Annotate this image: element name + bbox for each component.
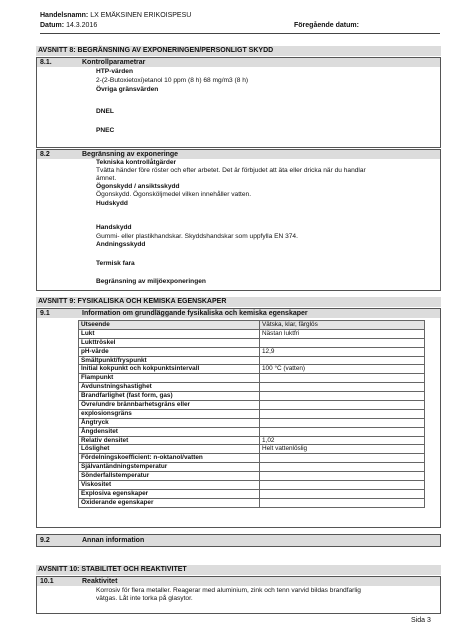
table-row	[79, 472, 425, 481]
property-value	[260, 498, 425, 507]
property-value	[260, 418, 425, 427]
pnec-label: PNEC	[96, 127, 115, 134]
section-10-1-title: Reaktivitet	[82, 578, 118, 585]
previous-date-line	[294, 22, 359, 29]
table-row	[79, 383, 425, 392]
page-number: Sida 3	[411, 617, 431, 624]
property-value	[260, 454, 425, 463]
trade-name-label: Handelsnamn:	[40, 12, 89, 19]
property-value: 1,02	[260, 436, 425, 445]
table-row	[79, 365, 425, 374]
property-value: Vätska, klar, färglös	[260, 321, 425, 330]
section-9-1-num: 9.1	[40, 310, 50, 317]
previous-date-label: Föregående datum:	[294, 22, 359, 29]
other-limits-label: Övriga gränsvärden	[96, 86, 159, 93]
property-name: Övre/undre brännbarhetsgräns eller	[79, 401, 260, 410]
property-value	[260, 374, 425, 383]
environmental-exposure-label: Begränsning av miljöexponeringen	[96, 278, 206, 285]
property-name: pH-värde	[79, 347, 260, 356]
table-row	[79, 409, 425, 418]
property-name: Avdunstningshastighet	[79, 383, 260, 392]
table-row	[79, 392, 425, 401]
hand-protection-label: Handskydd	[96, 224, 132, 231]
table-row	[79, 401, 425, 410]
property-value	[260, 481, 425, 490]
htp-value: 2-(2-Butoxietoxi)etanol 10 ppm (8 h) 68 mg/m3 (8 h)	[96, 77, 249, 84]
properties-table	[78, 320, 425, 508]
property-name: Lukt	[79, 329, 260, 338]
property-name: Relativ densitet	[79, 436, 260, 445]
section-8-1-num: 8.1.	[40, 59, 52, 66]
tech-controls-label: Tekniska kontrollåtgärder	[96, 159, 177, 166]
property-value	[260, 427, 425, 436]
table-row	[79, 463, 425, 472]
eye-protection-text: Ögonskydd. Ögonsköljmedel vilken innehåller vatten.	[96, 191, 252, 198]
dnel-label: DNEL	[96, 108, 114, 115]
property-value	[260, 489, 425, 498]
table-row	[79, 418, 425, 427]
date-value: 14.3.2016	[66, 22, 98, 29]
property-value	[260, 392, 425, 401]
section-8-title: AVSNITT 8: BEGRÄNSNING AV EXPONERINGEN/PERSONLIGT SKYDD	[38, 47, 274, 54]
property-value: 12,9	[260, 347, 425, 356]
property-name: Viskositet	[79, 481, 260, 490]
section-9-2-num: 9.2	[40, 537, 50, 544]
table-row	[79, 498, 425, 507]
property-name: Initial kokpunkt och kokpunktsintervall	[79, 365, 260, 374]
table-row	[79, 329, 425, 338]
table-row	[79, 374, 425, 383]
table-row	[79, 427, 425, 436]
property-value	[260, 383, 425, 392]
property-value	[260, 401, 425, 410]
section-8-1-title: Kontrollparametrar	[82, 59, 146, 66]
property-name: Brandfarlighet (fast form, gas)	[79, 392, 260, 401]
property-name: Ångtryck	[79, 418, 260, 427]
skin-protection-label: Hudskydd	[96, 200, 128, 207]
date-line	[40, 22, 97, 29]
property-name: explosionsgräns	[79, 409, 260, 418]
property-name: Sönderfallstemperatur	[79, 472, 260, 481]
property-value	[260, 463, 425, 472]
htp-label: HTP-värden	[96, 68, 134, 75]
property-name: Lukttröskel	[79, 338, 260, 347]
property-value: 100 °C (vatten)	[260, 365, 425, 374]
property-name: Fördelningskoefficient: n-oktanol/vatten	[79, 454, 260, 463]
property-name: Oxiderande egenskaper	[79, 498, 260, 507]
table-row	[79, 445, 425, 454]
property-value: Helt vattenlöslig	[260, 445, 425, 454]
table-row	[79, 338, 425, 347]
property-name: Smältpunkt/fryspunkt	[79, 356, 260, 365]
table-row	[79, 347, 425, 356]
date-label: Datum:	[40, 22, 65, 29]
table-row	[79, 489, 425, 498]
table-row	[79, 321, 425, 330]
property-name: Explosiva egenskaper	[79, 489, 260, 498]
table-row	[79, 454, 425, 463]
property-name: Utseende	[79, 321, 260, 330]
property-name: Ångdensitet	[79, 427, 260, 436]
property-name: Självantändningstemperatur	[79, 463, 260, 472]
header-rule	[40, 33, 440, 34]
hand-protection-text: Gummi- eller plastikhandskar. Skyddshandskar som uppfylla EN 374.	[96, 233, 298, 240]
table-row	[79, 356, 425, 365]
section-8-2-num: 8.2	[40, 151, 50, 158]
table-row	[79, 436, 425, 445]
property-name: Flampunkt	[79, 374, 260, 383]
respiratory-protection-label: Andningsskydd	[96, 241, 146, 248]
thermal-hazard-label: Termisk fara	[96, 260, 135, 267]
section-8-2-title: Begränsning av exponeringe	[82, 151, 179, 158]
section-10-title: AVSNITT 10: STABILITET OCH REAKTIVITET	[38, 566, 187, 573]
property-value	[260, 472, 425, 481]
reactivity-text-1: Korrosiv för flera metaller. Reagerar med aluminium, zink och tenn varvid bildas brandfarlig	[96, 587, 361, 594]
property-value	[260, 338, 425, 347]
tech-controls-text-2: ämnet.	[96, 175, 117, 182]
property-name: Löslighet	[79, 445, 260, 454]
trade-name: LX EMÄKSINEN ERIKOISPESU	[90, 12, 192, 19]
property-value	[260, 409, 425, 418]
property-value	[260, 356, 425, 365]
section-9-1-title: Information om grundläggande fysikaliska och kemiska egenskaper	[82, 310, 308, 317]
trade-name-line	[40, 12, 191, 19]
section-10-1-num: 10.1	[40, 578, 54, 585]
tech-controls-text-1: Tvätta händer före röster och efter arbetet. Det är förbjudet att äta eller dricka när du handlar	[96, 167, 366, 174]
eye-protection-label: Ögonskydd / ansiktsskydd	[96, 183, 180, 190]
section-9-title: AVSNITT 9: FYSIKALISKA OCH KEMISKA EGENSKAPER	[38, 298, 227, 305]
property-value: Nästan luktfri	[260, 329, 425, 338]
section-9-2-title: Annan information	[82, 537, 145, 544]
reactivity-text-2: vätgas. Låt inte torka på glasytor.	[96, 595, 193, 602]
table-row	[79, 481, 425, 490]
